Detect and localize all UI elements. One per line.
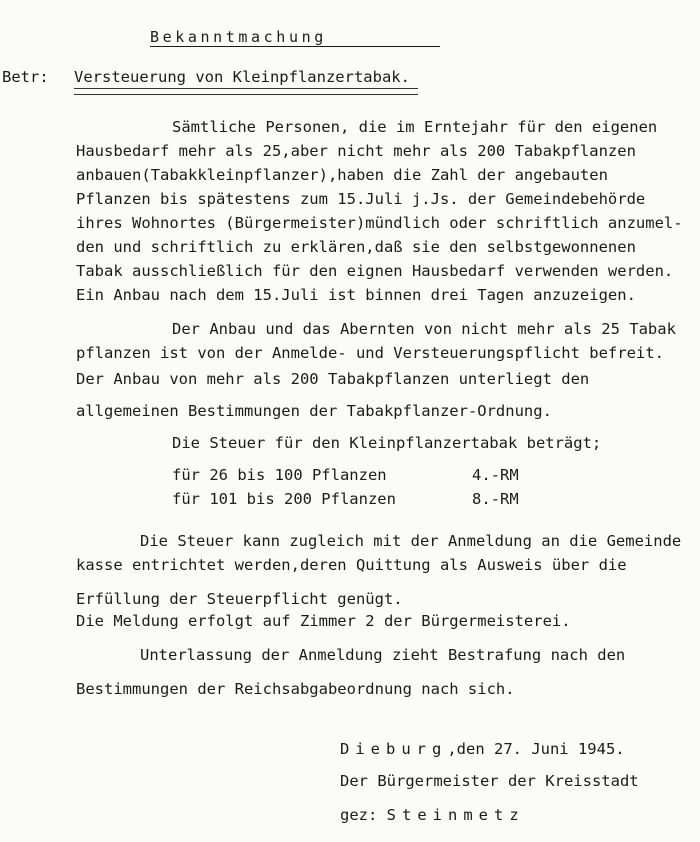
signed-label: gez: [340, 806, 378, 824]
paragraph1-line: ihres Wohnortes (Bürgermeister)mündlich oder schriftlich anzumel- [76, 214, 683, 232]
subject-text: Versteuerung von Kleinpflanzertabak. [74, 68, 410, 86]
paragraph1-line: Tabak ausschließlich für den eignen Hausbedarf verwenden werden. [76, 262, 674, 280]
subject-double-underline [74, 88, 418, 95]
paragraph1-line: Hausbedarf mehr als 25,aber nicht mehr als 200 Tabakpflanzen [76, 142, 636, 160]
paragraph4-line: Bestimmungen der Reichsabgabeordnung nach sich. [76, 680, 515, 698]
signature-place-date [340, 740, 625, 758]
tax-row [172, 466, 519, 484]
signature-line [340, 806, 525, 824]
tax-row [172, 490, 519, 508]
paragraph2-line: pflanzen ist von der Anmelde- und Versteuerungspflicht befreit. [76, 344, 664, 362]
paragraph3-line: Die Meldung erfolgt auf Zimmer 2 der Bürgermeisterei. [76, 612, 571, 630]
subject-label: Betr: [2, 68, 49, 86]
paragraph3-line: Die Steuer kann zugleich mit der Anmeldung an die Gemeinde [140, 532, 682, 550]
paragraph1-line: Pflanzen bis spätestens zum 15.Juli j.Js. der Gemeindebehörde [76, 190, 646, 208]
tax-amount: 8.-RM [472, 490, 519, 508]
paragraph2-line: allgemeinen Bestimmungen der Tabakpflanzer-Ordnung. [76, 402, 552, 420]
tax-amount: 4.-RM [472, 466, 519, 484]
paragraph3-line: kasse entrichtet werden,deren Quittung als Ausweis über die [76, 556, 627, 574]
paragraph1-line: Sämtliche Personen, die im Erntejahr für den eigenen [172, 118, 658, 136]
paragraph1-line: Ein Anbau nach dem 15.Juli ist binnen drei Tagen anzuzeigen. [76, 286, 636, 304]
signature-date: ,den 27. Juni 1945. [447, 740, 625, 758]
tax-range: für 101 bis 200 Pflanzen [172, 490, 396, 508]
paragraph3-line: Erfüllung der Steuerpflicht genügt. [76, 590, 403, 608]
tax-intro: Die Steuer für den Kleinpflanzertabak beträgt; [172, 434, 602, 452]
signature-place: Dieburg [340, 740, 448, 758]
paragraph1-line: anbauen(Tabakkleinpflanzer),haben die Zahl der angebauten [76, 166, 608, 184]
paragraph2-line: Der Anbau und das Abernten von nicht mehr als 25 Tabak [172, 320, 676, 338]
notice-title: Bekanntmachung [150, 28, 327, 46]
paragraph4-line: Unterlassung der Anmeldung zieht Bestrafung nach den [140, 646, 626, 664]
tax-range: für 26 bis 100 Pflanzen [172, 466, 387, 484]
title-underline [150, 46, 440, 47]
signature-office: Der Bürgermeister der Kreisstadt [340, 772, 639, 790]
paragraph1-line: den und schriftlich zu erklären,daß sie den selbstgewonnenen [76, 238, 636, 256]
signer-name: Steinmetz [386, 806, 525, 824]
paragraph2-line: Der Anbau von mehr als 200 Tabakpflanzen unterliegt den [76, 370, 590, 388]
